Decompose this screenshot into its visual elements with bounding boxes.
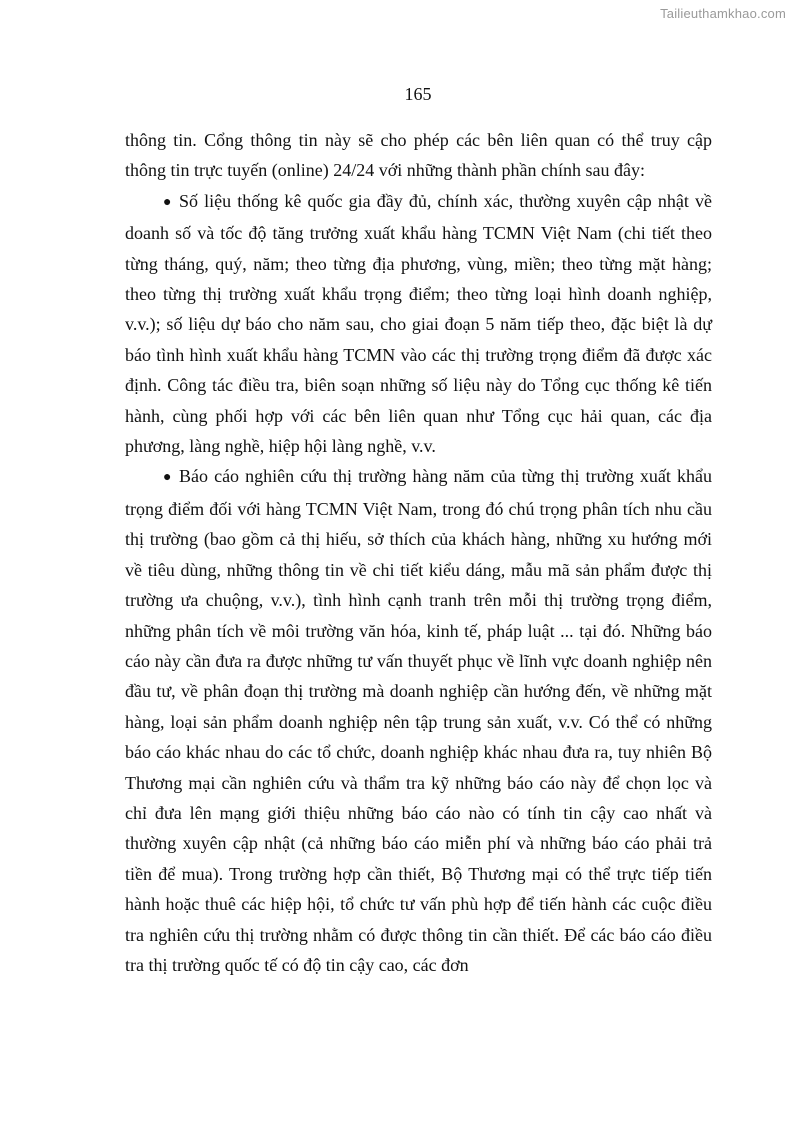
page-number: 165 (404, 84, 432, 104)
bullet-icon: ● (163, 194, 172, 210)
bullet-paragraph-statistics (125, 186, 712, 462)
bullet-text: Báo cáo nghiên cứu thị trường hàng năm của từng thị trường xuất khẩu trọng điểm đối với hàng TCMN Việt Nam, trong đó chú trọng phân tích nhu cầu thị trường (bao gồm cả thị hiếu, sở thích của khách hàng, những xu hướng mới về tiêu dùng, những thông tin về chi tiết kiểu dáng, mẫu mã sản phẩm được thị trường ưa chuộng, v.v.), tình hình cạnh tranh trên mỗi thị trường trọng điểm, những phân tích về môi trường văn hóa, kinh tế, pháp luật ... tại đó. Những báo cáo này cần đưa ra được những tư vấn thuyết phục về lĩnh vực doanh nghiệp nên đầu tư, về phân đoạn thị trường mà doanh nghiệp cần hướng đến, về những mặt hàng, loại sản phẩm doanh nghiệp nên tập trung sản xuất, v.v. Có thể có những báo cáo khác nhau do các tổ chức, doanh nghiệp khác nhau đưa ra, tuy nhiên Bộ Thương mại cần nghiên cứu và thẩm tra kỹ những báo cáo này để chọn lọc và chỉ đưa lên mạng giới thiệu những báo cáo nào có tính tin cậy cao nhất và thường xuyên cập nhật (cả những báo cáo miễn phí và những báo cáo phải trả tiền để mua). Trong trường hợp cần thiết, Bộ Thương mại có thể trực tiếp tiến hành hoặc thuê các hiệp hội, tổ chức tư vấn phù hợp để tiến hành các cuộc điều tra nghiên cứu thị trường nhằm có được thông tin cần thiết. Để các báo cáo điều tra thị trường quốc tế có độ tin cậy cao, các đơn (125, 466, 712, 975)
body-text (125, 125, 712, 980)
bullet-paragraph-market-reports (125, 461, 712, 980)
bullet-icon: ● (163, 470, 172, 486)
watermark: Tailieuthamkhao.com (660, 6, 786, 21)
intro-paragraph: thông tin. Cổng thông tin này sẽ cho phép các bên liên quan có thể truy cập thông tin trực tuyến (online) 24/24 với những thành phần chính sau đây: (125, 130, 712, 181)
bullet-text: Số liệu thống kê quốc gia đầy đủ, chính xác, thường xuyên cập nhật về doanh số và tốc độ tăng trưởng xuất khẩu hàng TCMN Việt Nam (chi tiết theo từng tháng, quý, năm; theo từng địa phương, vùng, miền; theo từng mặt hàng; theo từng thị trường xuất khẩu trọng điểm; theo từng loại hình doanh nghiệp, v.v.); số liệu dự báo cho năm sau, cho giai đoạn 5 năm tiếp theo, đặc biệt là dự báo tình hình xuất khẩu hàng TCMN vào các thị trường trọng điểm đã được xác định. Công tác điều tra, biên soạn những số liệu này do Tổng cục thống kê tiến hành, cùng phối hợp với các bên liên quan như Tổng cục hải quan, các địa phương, làng nghề, hiệp hội làng nghề, v.v. (125, 190, 712, 457)
